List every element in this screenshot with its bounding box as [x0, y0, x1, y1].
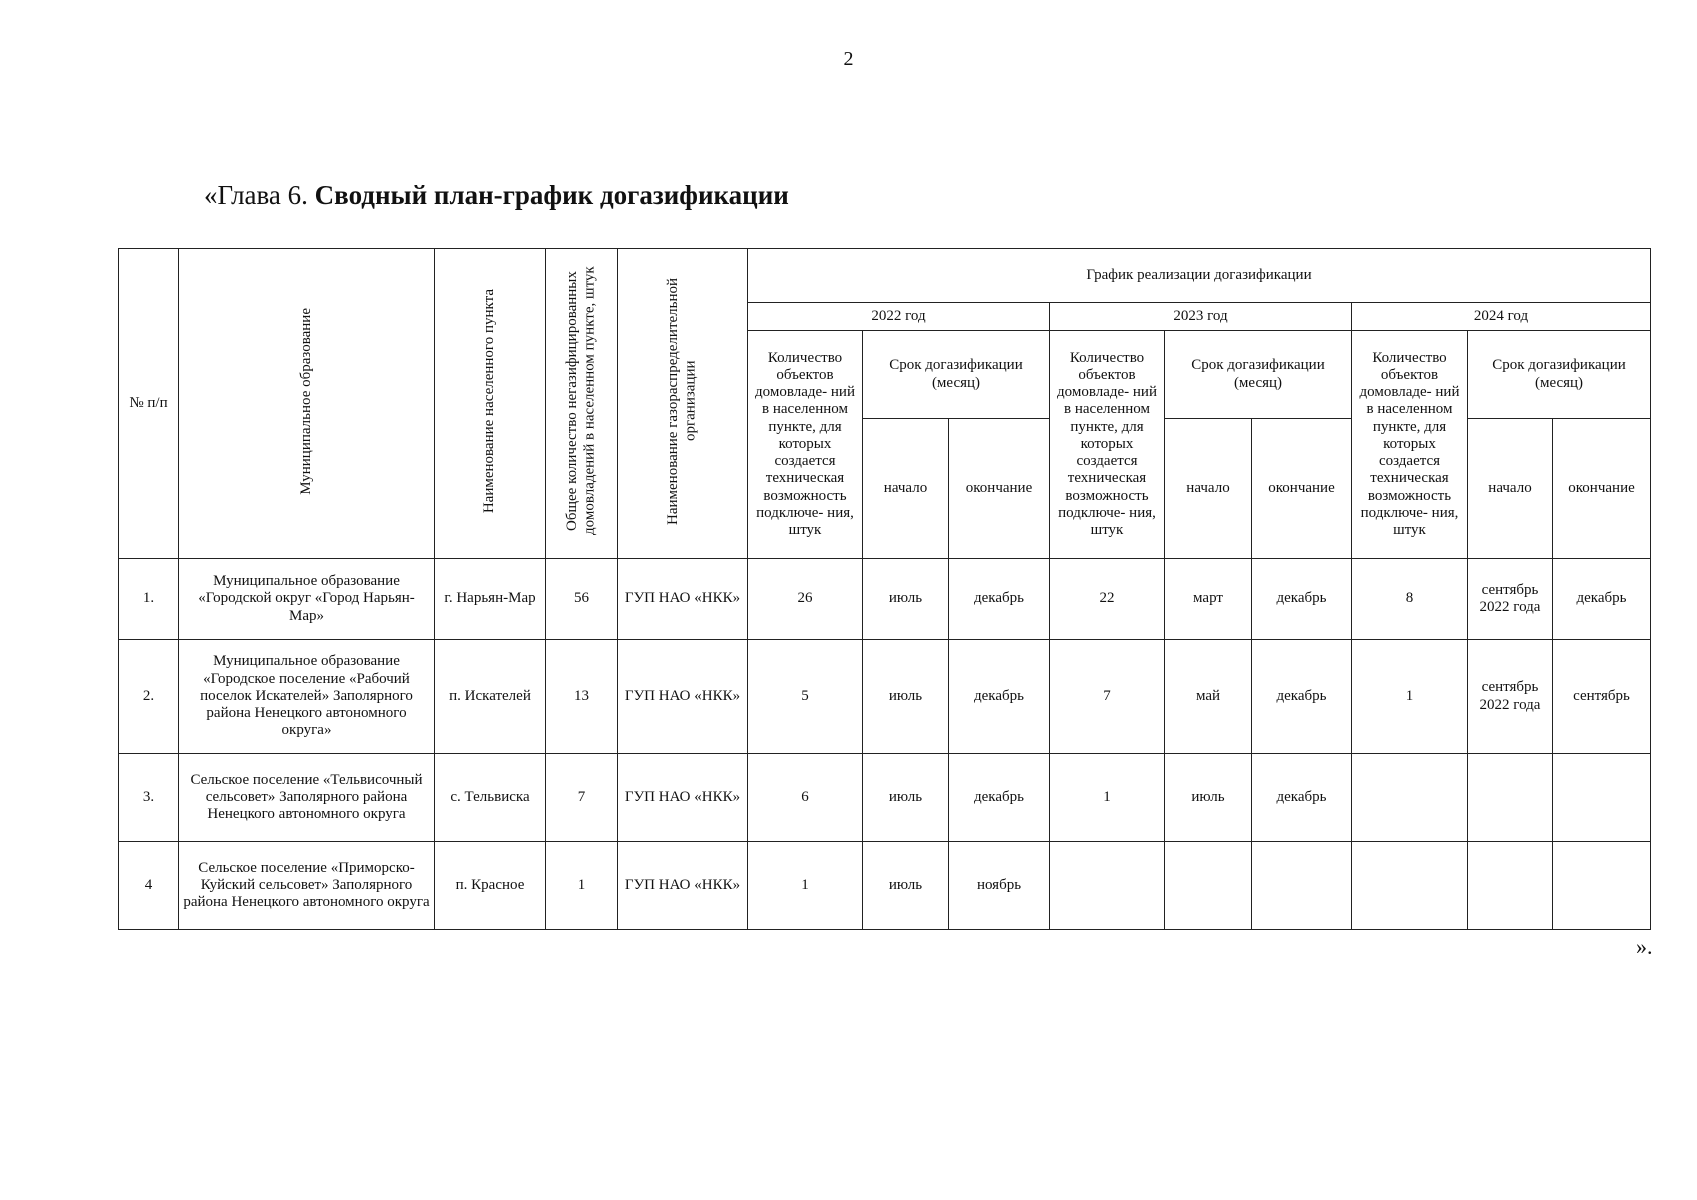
header-objects-2023: Количество объектов домовладе- ний в населенном пункте, для которых создается техническая возможность подключе- ния, штук [1050, 331, 1165, 559]
row-start-2022: июль [863, 559, 949, 640]
row-municipality: Сельское поселение «Тельвисочный сельсовет» Заполярного района Ненецкого автономного округа [179, 754, 435, 842]
table-row [119, 842, 1651, 930]
row-end-2022: декабрь [949, 754, 1050, 842]
header-settlement-label: Наименование населенного пункта [481, 288, 498, 513]
row-end-2023: декабрь [1252, 754, 1352, 842]
row-municipality: Муниципальное образование «Городской округ «Город Нарьян-Мар» [179, 559, 435, 640]
row-objects-2023: 1 [1050, 754, 1165, 842]
row-objects-2022: 6 [748, 754, 863, 842]
header-settlement [435, 249, 546, 559]
row-end-2024: декабрь [1553, 559, 1651, 640]
header-end-2022: окончание [949, 419, 1050, 559]
row-objects-2024 [1352, 754, 1468, 842]
header-start-2023: начало [1165, 419, 1252, 559]
header-year-2023: 2023 год [1050, 303, 1352, 331]
row-settlement: г. Нарьян-Мар [435, 559, 546, 640]
row-start-2023: март [1165, 559, 1252, 640]
header-objects-2022: Количество объектов домовладе- ний в населенном пункте, для которых создается техническая возможность подключе- ния, штук [748, 331, 863, 559]
table-row [119, 754, 1651, 842]
row-total: 1 [546, 842, 618, 930]
chapter-heading [204, 180, 789, 211]
row-num: 1. [119, 559, 179, 640]
row-start-2023: май [1165, 640, 1252, 754]
row-total: 56 [546, 559, 618, 640]
header-municipality [179, 249, 435, 559]
row-end-2023: декабрь [1252, 640, 1352, 754]
table-row [119, 559, 1651, 640]
row-org: ГУП НАО «НКК» [618, 754, 748, 842]
row-org: ГУП НАО «НКК» [618, 559, 748, 640]
row-end-2024 [1553, 754, 1651, 842]
row-num: 2. [119, 640, 179, 754]
row-end-2024: сентябрь [1553, 640, 1651, 754]
row-end-2022: ноябрь [949, 842, 1050, 930]
row-end-2022: декабрь [949, 559, 1050, 640]
row-start-2024: сентябрь 2022 года [1468, 640, 1553, 754]
row-end-2024 [1553, 842, 1651, 930]
row-start-2024 [1468, 842, 1553, 930]
header-org-label: Наименование газораспределительной организации [665, 277, 699, 525]
header-total-label: Общее количество негазифицированных домовладений в населенном пункте, штук [564, 266, 598, 536]
table-row [119, 640, 1651, 754]
header-num: № п/п [119, 249, 179, 559]
row-settlement: с. Тельвиска [435, 754, 546, 842]
row-objects-2023 [1050, 842, 1165, 930]
row-start-2022: июль [863, 640, 949, 754]
row-municipality: Муниципальное образование «Городское поселение «Рабочий поселок Искателей» Заполярного района Ненецкого автономного округа» [179, 640, 435, 754]
row-objects-2024 [1352, 842, 1468, 930]
header-term-2024: Срок догазификации (месяц) [1468, 331, 1651, 419]
header-objects-2024: Количество объектов домовладе- ний в населенном пункте, для которых создается техническая возможность подключе- ния, штук [1352, 331, 1468, 559]
gasification-schedule-table [118, 248, 1651, 930]
row-start-2024: сентябрь 2022 года [1468, 559, 1553, 640]
header-org [618, 249, 748, 559]
header-start-2024: начало [1468, 419, 1553, 559]
row-settlement: п. Искателей [435, 640, 546, 754]
row-end-2023: декабрь [1252, 559, 1352, 640]
heading-title: Сводный план-график догазификации [314, 180, 789, 210]
header-year-2022: 2022 год [748, 303, 1050, 331]
row-org: ГУП НАО «НКК» [618, 842, 748, 930]
header-end-2024: окончание [1553, 419, 1651, 559]
row-start-2022: июль [863, 754, 949, 842]
row-objects-2022: 26 [748, 559, 863, 640]
row-objects-2024: 1 [1352, 640, 1468, 754]
row-settlement: п. Красное [435, 842, 546, 930]
row-objects-2023: 22 [1050, 559, 1165, 640]
row-start-2023: июль [1165, 754, 1252, 842]
row-end-2022: декабрь [949, 640, 1050, 754]
row-start-2023 [1165, 842, 1252, 930]
page-number: 2 [843, 48, 854, 70]
row-objects-2022: 5 [748, 640, 863, 754]
header-term-2023: Срок догазификации (месяц) [1165, 331, 1352, 419]
header-total [546, 249, 618, 559]
row-org: ГУП НАО «НКК» [618, 640, 748, 754]
header-schedule: График реализации догазификации [748, 249, 1651, 303]
row-num: 3. [119, 754, 179, 842]
row-start-2024 [1468, 754, 1553, 842]
row-total: 7 [546, 754, 618, 842]
heading-prefix: «Глава 6. [204, 180, 315, 210]
header-end-2023: окончание [1252, 419, 1352, 559]
row-objects-2024: 8 [1352, 559, 1468, 640]
row-num: 4 [119, 842, 179, 930]
closing-quote: ». [1636, 934, 1653, 959]
row-objects-2023: 7 [1050, 640, 1165, 754]
row-end-2023 [1252, 842, 1352, 930]
header-term-2022: Срок догазификации (месяц) [863, 331, 1050, 419]
header-year-2024: 2024 год [1352, 303, 1651, 331]
header-start-2022: начало [863, 419, 949, 559]
row-objects-2022: 1 [748, 842, 863, 930]
row-municipality: Сельское поселение «Приморско-Куйский сельсовет» Заполярного района Ненецкого автономного округа [179, 842, 435, 930]
row-total: 13 [546, 640, 618, 754]
header-municipality-label: Муниципальное образование [297, 307, 314, 495]
row-start-2022: июль [863, 842, 949, 930]
